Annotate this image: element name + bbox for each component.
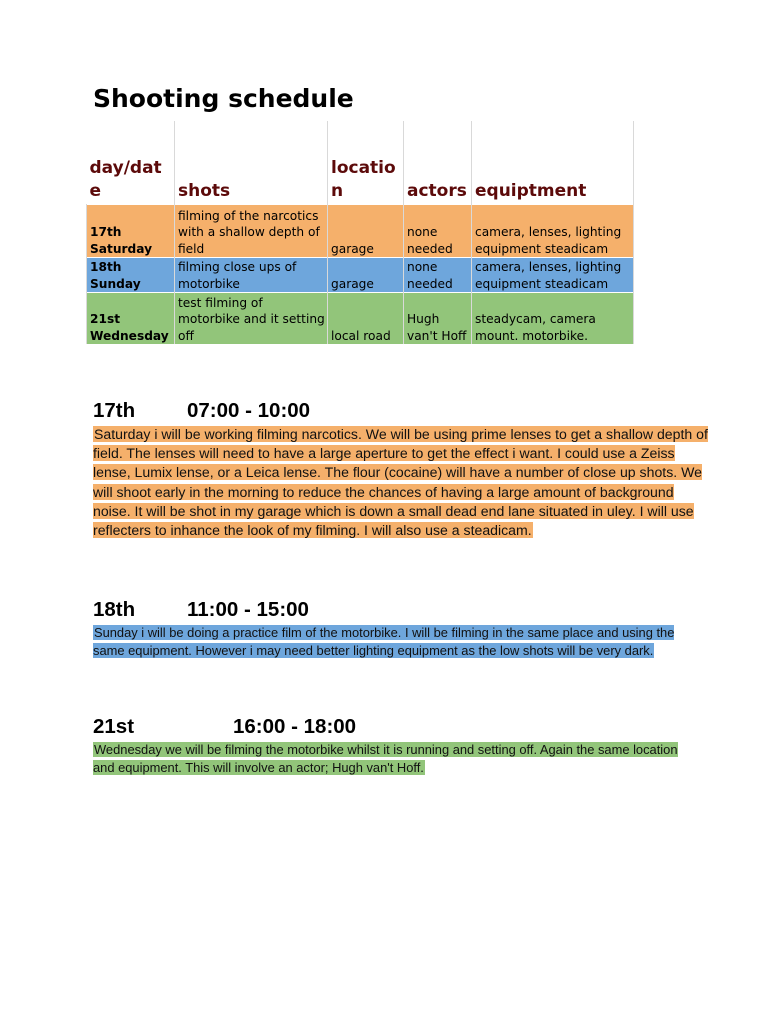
- cell-equipment: camera, lenses, lighting equipment steadicam: [472, 205, 634, 258]
- section-date: 21st: [93, 715, 135, 738]
- cell-day: 17th Saturday: [87, 205, 175, 258]
- section-description: [93, 741, 693, 777]
- table-header-row: [87, 121, 634, 205]
- cell-equipment: steadycam, camera mount. motorbike.: [472, 293, 634, 345]
- cell-day: 18th Sunday: [87, 258, 175, 293]
- section-time: 07:00 - 10:00: [187, 399, 311, 422]
- cell-actors: none needed: [404, 258, 472, 293]
- section-time: 16:00 - 18:00: [233, 715, 357, 738]
- cell-location: garage: [328, 205, 404, 258]
- section-heading: [93, 399, 713, 423]
- highlighted-text: Wednesday we will be filming the motorbike whilst it is running and setting off. Again the same location and equipment. This will involve an actor; Hugh van't Hoff.: [93, 742, 678, 775]
- table-row: [87, 293, 634, 345]
- header-actors: actors: [404, 121, 472, 205]
- section-date: 18th: [93, 598, 136, 621]
- table-row: [87, 258, 634, 293]
- cell-shots: filming close ups of motorbike: [175, 258, 328, 293]
- cell-equipment: camera, lenses, lighting equipment steadicam: [472, 258, 634, 293]
- schedule-section-21st: [93, 715, 693, 777]
- document-title: Shooting schedule: [93, 84, 354, 113]
- schedule-section-17th: [93, 399, 713, 540]
- header-day-date: day/dat e: [87, 121, 175, 205]
- header-equipment: equiptment: [472, 121, 634, 205]
- header-shots: shots: [175, 121, 328, 205]
- section-description: [93, 425, 713, 540]
- highlighted-text: Saturday i will be working filming narcotics. We will be using prime lenses to get a shallow depth of field. The lenses will need to have a large aperture to get the effect i want. I could use a Zeiss lense, Lumix lense, or a Leica lense. The flour (cocaine) will have a number of close up shots. We will shoot early in the morning to reduce the chances of having a large amount of background noise. It will be shot in my garage which is down a small dead end lane situated in uley. I will use reflecters to inhance the look of my filming. I will also use a steadicam.: [93, 426, 708, 539]
- cell-day: 21st Wednesday: [87, 293, 175, 345]
- section-date: 17th: [93, 399, 136, 422]
- section-time: 11:00 - 15:00: [187, 598, 309, 621]
- cell-shots: test filming of motorbike and it setting off: [175, 293, 328, 345]
- section-heading: [93, 715, 693, 739]
- cell-location: garage: [328, 258, 404, 293]
- section-description: [93, 624, 693, 660]
- section-heading: [93, 598, 693, 622]
- cell-actors: none needed: [404, 205, 472, 258]
- cell-shots: filming of the narcotics with a shallow depth of field: [175, 205, 328, 258]
- schedule-section-18th: [93, 598, 693, 660]
- cell-actors: Hugh van't Hoff: [404, 293, 472, 345]
- table-row: [87, 205, 634, 258]
- highlighted-text: Sunday i will be doing a practice film of the motorbike. I will be filming in the same place and using the same equipment. However i may need better lighting equipment as the low shots will be very dark.: [93, 625, 675, 658]
- cell-location: local road: [328, 293, 404, 345]
- header-location: locatio n: [328, 121, 404, 205]
- shooting-schedule-table: [86, 121, 634, 344]
